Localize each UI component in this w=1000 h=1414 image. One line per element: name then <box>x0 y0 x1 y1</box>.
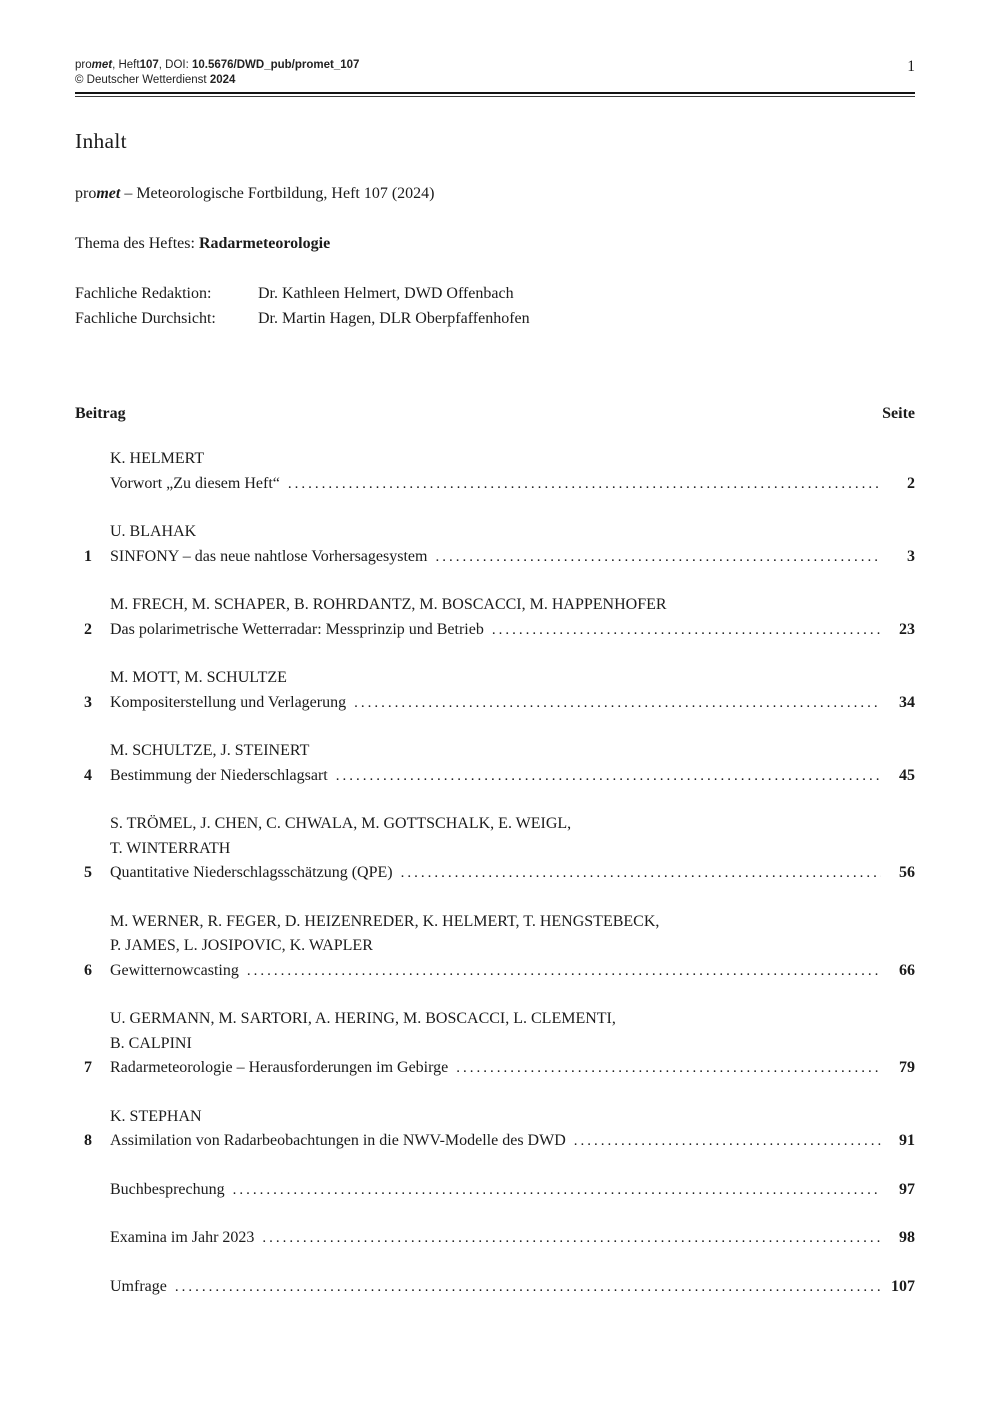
dotted-leader <box>492 618 881 643</box>
toc-entry <box>75 447 915 496</box>
entry-title-row <box>75 861 915 886</box>
entry-title-row <box>75 545 915 570</box>
entry-page-number: 91 <box>899 1132 915 1149</box>
editor-value: Dr. Kathleen Helmert, DWD Offenbach <box>258 285 514 302</box>
toc-header-seite: Seite <box>882 405 915 422</box>
author-line: U. GERMANN, M. SARTORI, A. HERING, M. BOSCACCI, L. CLEMENTI, <box>110 1010 616 1027</box>
header-rule <box>75 92 915 97</box>
entry-authors <box>110 520 915 545</box>
review-label: Fachliche Durchsicht: <box>75 310 216 327</box>
entry-page-number: 23 <box>899 620 915 638</box>
dotted-leader <box>233 1178 881 1203</box>
author-line: U. BLAHAK <box>110 523 197 540</box>
toc-entry <box>75 1226 915 1251</box>
entry-authors <box>110 666 915 691</box>
entry-authors <box>110 593 915 618</box>
entry-title: Assimilation von Radarbeobachtungen in die NWV-Modelle des DWD <box>110 1132 566 1149</box>
copyright-line <box>75 73 915 88</box>
toc-entry <box>75 1007 915 1081</box>
toc-header-beitrag: Beitrag <box>75 405 126 422</box>
copyright-year: 2024 <box>209 73 236 86</box>
editor-row <box>75 281 915 306</box>
dotted-leader <box>574 1129 881 1154</box>
author-line: S. TRÖMEL, J. CHEN, C. CHWALA, M. GOTTSCHALK, E. WEIGL, <box>110 815 572 832</box>
journal-name-met: met <box>91 59 113 71</box>
entry-title: SINFONY – das neue nahtlose Vorhersagesystem <box>110 547 428 565</box>
toc-entry <box>75 910 915 984</box>
toc-entry <box>75 739 915 788</box>
author-line: K. HELMERT <box>110 450 205 467</box>
entry-page-number: 97 <box>899 1180 915 1198</box>
entry-page-number: 98 <box>899 1229 915 1246</box>
entry-title-row <box>75 1226 915 1251</box>
entry-authors <box>110 447 915 472</box>
toc-entry <box>75 812 915 886</box>
entry-page-number: 45 <box>899 766 915 784</box>
dotted-leader <box>336 764 881 789</box>
entry-title: Examina im Jahr 2023 <box>110 1229 255 1246</box>
review-row <box>75 306 915 331</box>
subtitle-rest: – Meteorologische Fortbildung, Heft 107 (2024) <box>120 185 435 202</box>
entry-number: 8 <box>84 1132 92 1149</box>
entry-authors <box>110 1105 915 1130</box>
editor-label: Fachliche Redaktion: <box>75 285 212 302</box>
entry-title: Buchbesprechung <box>110 1180 225 1198</box>
subtitle-pro: pro <box>75 185 97 202</box>
entry-page-number: 66 <box>899 961 915 979</box>
toc-entry <box>75 593 915 642</box>
author-line: M. SCHULTZE, J. STEINERT <box>110 742 310 759</box>
review-value: Dr. Martin Hagen, DLR Oberpfaffenhofen <box>258 310 530 327</box>
entry-page-number: 2 <box>907 474 915 492</box>
entry-title-row <box>75 1056 915 1081</box>
entry-page-number: 3 <box>907 547 915 565</box>
entry-title: Gewitternowcasting <box>110 961 239 979</box>
entry-title: Vorwort „Zu diesem Heft“ <box>110 474 280 492</box>
doi-value: 10.5676/DWD_pub/promet_107 <box>191 59 360 71</box>
heft-number: 107 <box>139 59 159 71</box>
entry-number: 5 <box>84 864 92 881</box>
entry-number: 2 <box>84 620 92 638</box>
entry-number: 7 <box>84 1059 92 1076</box>
doi-label: , DOI: <box>158 59 192 71</box>
entry-page-number: 107 <box>891 1277 915 1295</box>
author-line: T. WINTERRATH <box>110 839 231 857</box>
author-line: M. MOTT, M. SCHULTZE <box>110 669 287 686</box>
toc-entry <box>75 1178 915 1203</box>
entry-authors <box>110 1007 915 1056</box>
entry-page-number: 79 <box>899 1059 915 1076</box>
dotted-leader <box>435 545 881 570</box>
toc-entry <box>75 1275 915 1300</box>
entry-authors <box>110 739 915 764</box>
toc-entry <box>75 520 915 569</box>
heft-label: , Heft <box>112 59 140 71</box>
author-line: B. CALPINI <box>110 1034 192 1052</box>
entry-title: Das polarimetrische Wetterradar: Messprinzip und Betrieb <box>110 620 484 638</box>
entry-title-row <box>75 691 915 716</box>
entry-title-row <box>75 959 915 984</box>
entry-title: Umfrage <box>110 1277 167 1295</box>
entry-title: Radarmeteorologie – Herausforderungen im Gebirge <box>110 1059 449 1076</box>
entry-title-row <box>75 764 915 789</box>
entry-title-row <box>75 472 915 497</box>
entry-title: Bestimmung der Niederschlagsart <box>110 766 328 784</box>
entry-title-row <box>75 1129 915 1154</box>
entry-page-number: 34 <box>899 693 915 711</box>
toc-column-headers <box>75 405 915 423</box>
page-number: 1 <box>907 58 915 75</box>
dotted-leader <box>175 1275 881 1300</box>
page-title: Inhalt <box>75 129 127 153</box>
toc-page <box>75 58 915 1299</box>
dotted-leader <box>247 959 881 984</box>
entry-title: Quantitative Niederschlagsschätzung (QPE) <box>110 864 393 881</box>
subtitle-met: met <box>96 185 121 202</box>
dotted-leader <box>401 861 881 886</box>
toc-entry <box>75 1105 915 1154</box>
copyright-text: © Deutscher Wetterdienst <box>75 73 210 86</box>
dotted-leader <box>288 472 881 497</box>
entry-title-row <box>75 618 915 643</box>
entry-title-row <box>75 1178 915 1203</box>
journal-name-pro: pro <box>75 59 92 71</box>
entry-number: 6 <box>84 961 92 979</box>
toc-list <box>75 447 915 1299</box>
theme-label: Thema des Heftes: <box>75 235 199 252</box>
page-header <box>75 58 915 97</box>
entry-title-row <box>75 1275 915 1300</box>
journal-subtitle <box>75 184 915 203</box>
author-line: P. JAMES, L. JOSIPOVIC, K. WAPLER <box>110 937 373 954</box>
entry-authors <box>110 910 915 959</box>
dotted-leader <box>262 1226 881 1251</box>
author-line: M. FRECH, M. SCHAPER, B. ROHRDANTZ, M. BOSCACCI, M. HAPPENHOFER <box>110 596 667 613</box>
theme-value: Radarmeteorologie <box>198 235 331 252</box>
journal-meta-line <box>75 58 915 73</box>
editorial-info <box>75 281 915 331</box>
author-line: K. STEPHAN <box>110 1107 202 1125</box>
entry-number: 1 <box>84 547 92 565</box>
author-line: M. WERNER, R. FEGER, D. HEIZENREDER, K. HELMERT, T. HENGSTEBECK, <box>110 912 660 930</box>
entry-authors <box>110 812 915 861</box>
entry-number: 3 <box>84 693 92 711</box>
entry-page-number: 56 <box>899 864 915 881</box>
entry-title: Kompositerstellung und Verlagerung <box>110 693 347 711</box>
toc-entry <box>75 666 915 715</box>
issue-theme <box>75 234 915 253</box>
dotted-leader <box>354 691 881 716</box>
entry-number: 4 <box>84 766 92 784</box>
dotted-leader <box>456 1056 881 1081</box>
